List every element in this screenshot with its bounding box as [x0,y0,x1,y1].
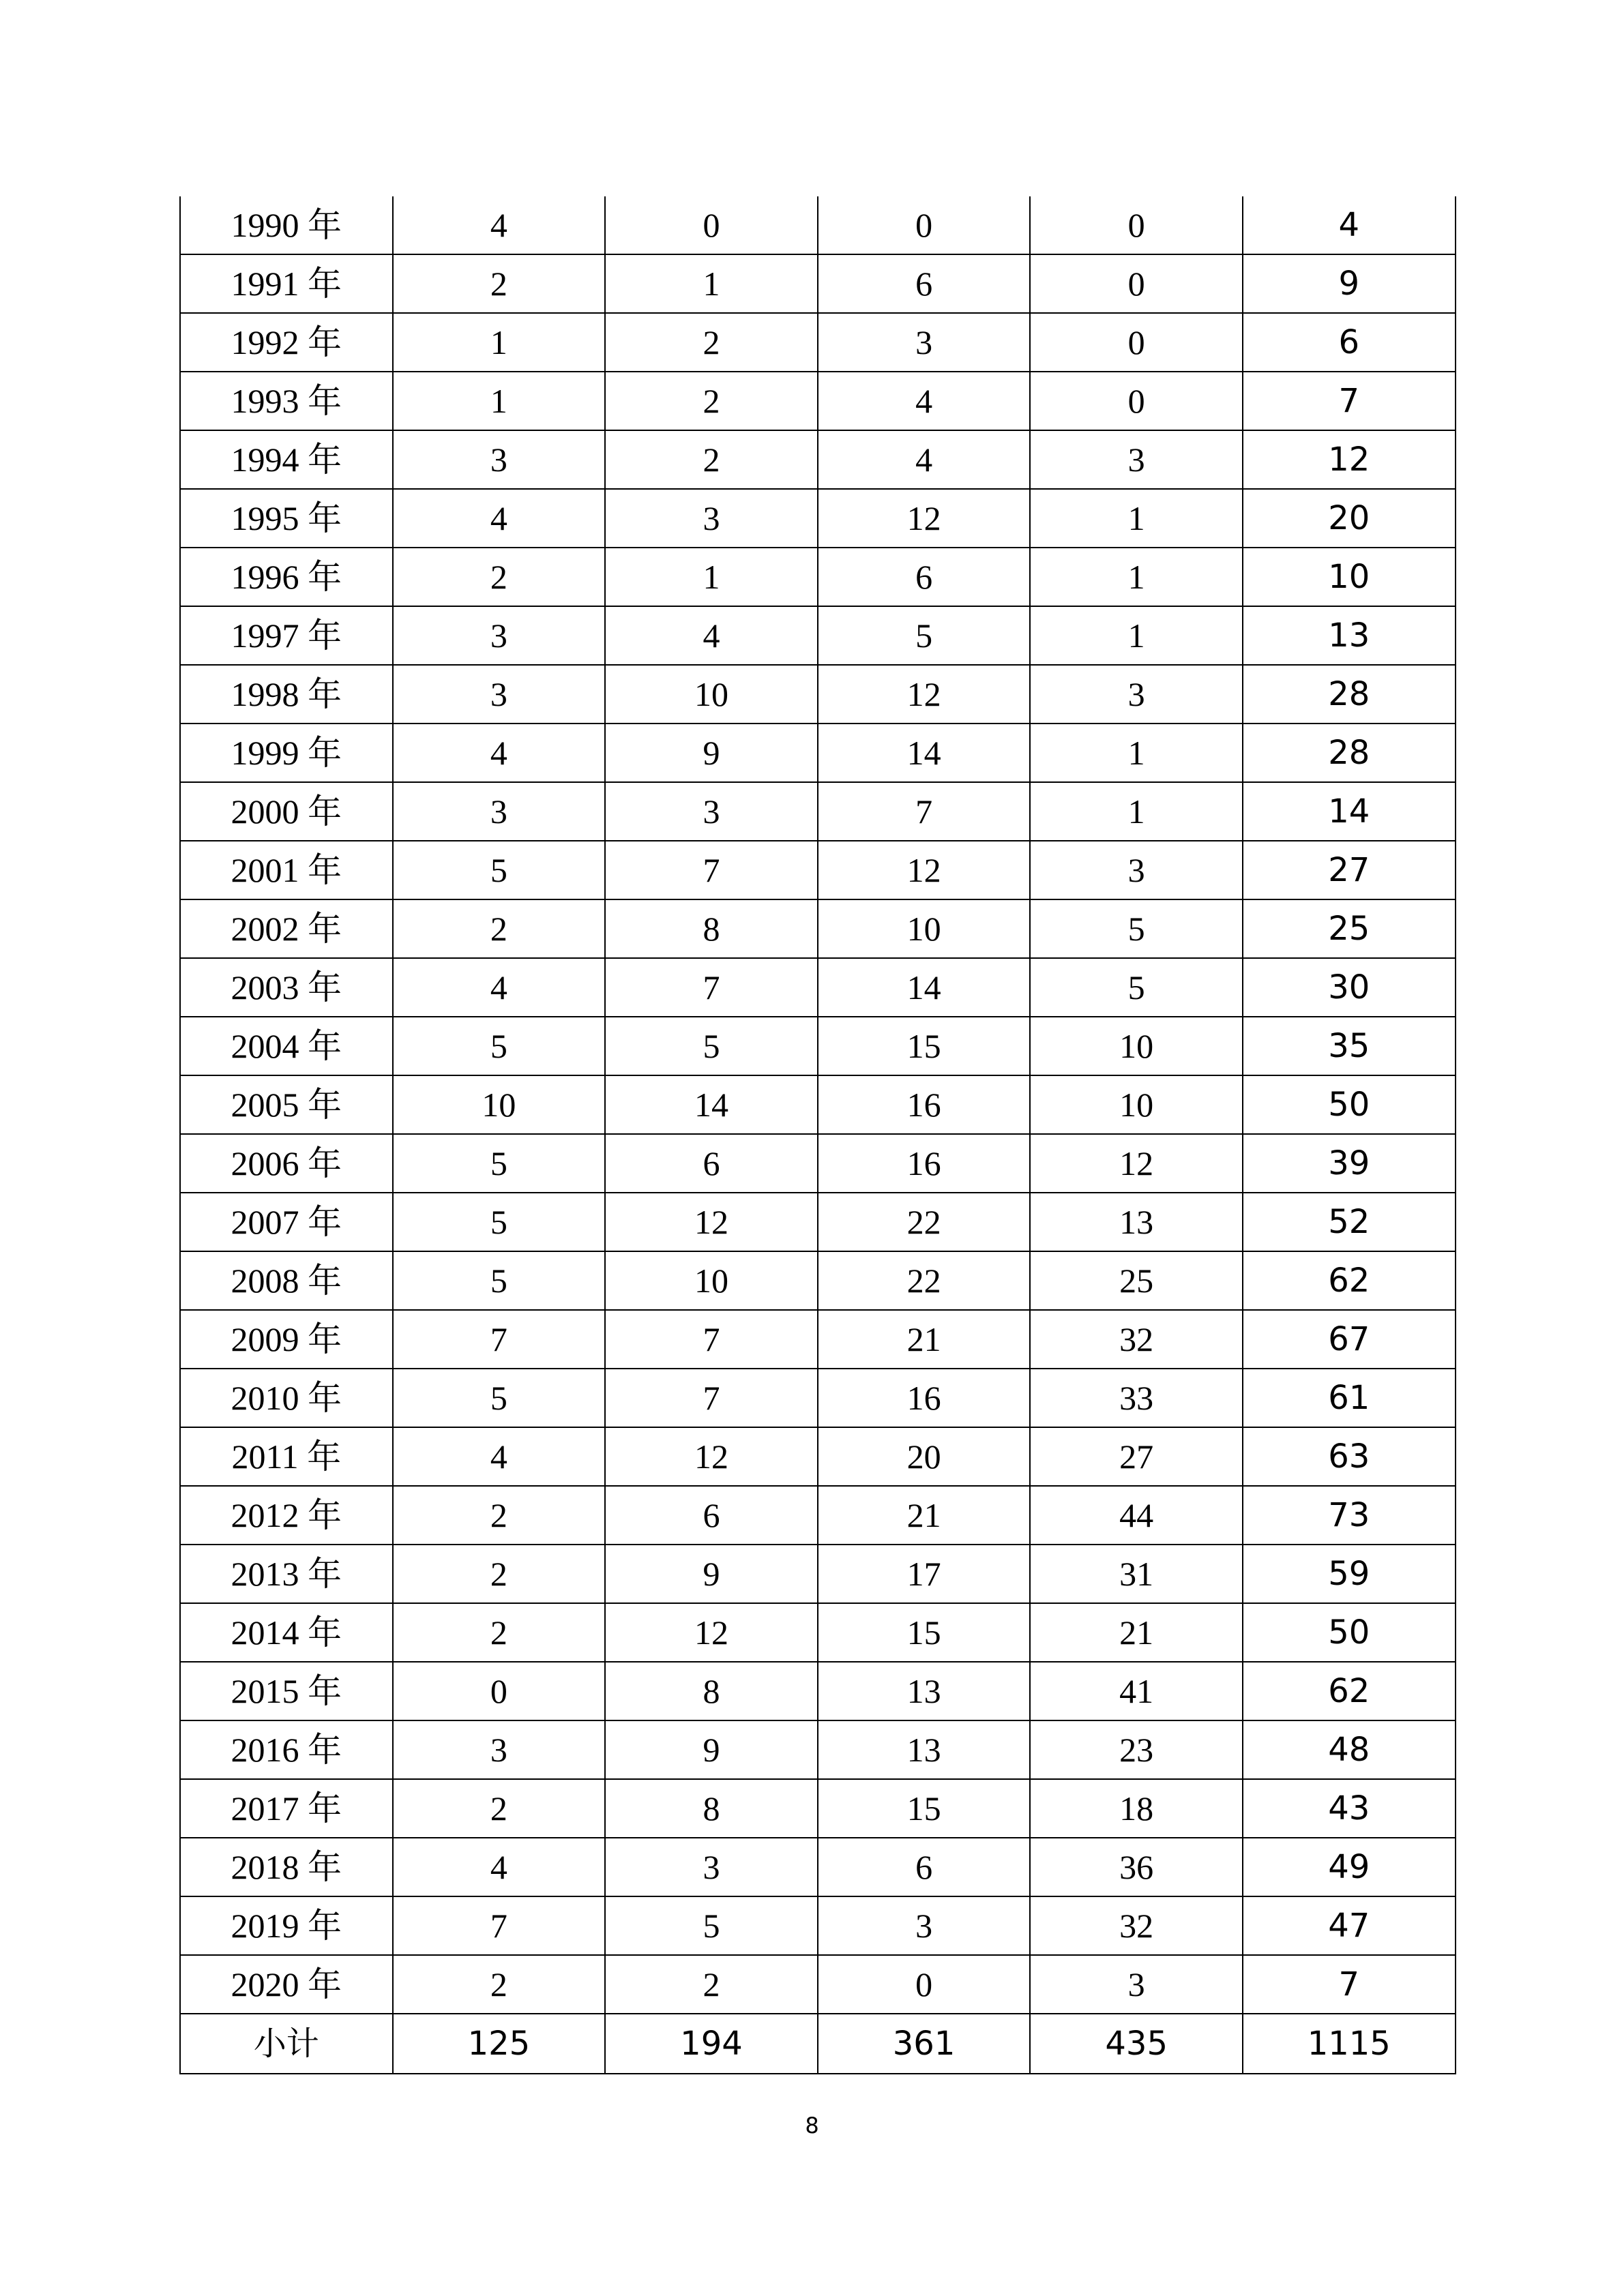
total-cell: 62 [1243,1662,1456,1720]
col3-cell: 20 [818,1427,1031,1486]
col4-cell: 3 [1030,430,1243,489]
col1-cell: 2 [393,1545,606,1603]
col2-cell: 6 [605,1486,818,1545]
col1-cell: 10 [393,1075,606,1134]
col4-cell: 31 [1030,1545,1243,1603]
total-cell: 50 [1243,1603,1456,1662]
year-cell: 2002 年 [180,899,393,958]
col4-cell: 1 [1030,548,1243,606]
total-cell: 20 [1243,489,1456,548]
year-cell: 1994 年 [180,430,393,489]
total-cell: 28 [1243,665,1456,724]
col3-cell: 0 [818,1955,1031,2014]
col4-cell: 3 [1030,665,1243,724]
col1-cell: 7 [393,1896,606,1955]
col1-cell: 2 [393,1486,606,1545]
year-cell: 2005 年 [180,1075,393,1134]
col2-cell: 6 [605,1134,818,1193]
total-cell: 10 [1243,548,1456,606]
table-row [180,1662,1456,1720]
year-cell: 2001 年 [180,841,393,899]
page-number: 8 [805,2113,819,2138]
total-cell: 28 [1243,724,1456,782]
col3-cell: 14 [818,958,1031,1017]
col2-cell: 3 [605,1838,818,1896]
col3-cell: 10 [818,899,1031,958]
col1-cell: 0 [393,1662,606,1720]
total-cell: 52 [1243,1193,1456,1251]
total-cell: 6 [1243,313,1456,372]
col1-cell: 3 [393,782,606,841]
col3-cell: 16 [818,1369,1031,1427]
table-row [180,606,1456,665]
year-cell: 2003 年 [180,958,393,1017]
col4-cell: 1 [1030,724,1243,782]
total-cell: 73 [1243,1486,1456,1545]
year-cell: 2013 年 [180,1545,393,1603]
year-cell: 2006 年 [180,1134,393,1193]
col1-cell: 2 [393,899,606,958]
col1-cell: 3 [393,665,606,724]
col2-cell: 3 [605,489,818,548]
table-row [180,1193,1456,1251]
col4-cell: 0 [1030,313,1243,372]
col1-cell: 5 [393,1193,606,1251]
col3-cell: 12 [818,841,1031,899]
col4-cell: 0 [1030,196,1243,254]
col1-cell: 1 [393,313,606,372]
col2-cell: 12 [605,1427,818,1486]
table-row [180,1075,1456,1134]
total-cell: 49 [1243,1838,1456,1896]
col1-cell: 4 [393,196,606,254]
total-cell: 67 [1243,1310,1456,1369]
total-cell: 13 [1243,606,1456,665]
col3-cell: 0 [818,196,1031,254]
year-cell: 2019 年 [180,1896,393,1955]
col4-cell: 5 [1030,899,1243,958]
col3-cell: 3 [818,1896,1031,1955]
subtotal-label: 小计 [180,2014,393,2074]
col3-cell: 14 [818,724,1031,782]
col3-cell: 7 [818,782,1031,841]
table-row [180,1017,1456,1075]
col1-cell: 2 [393,548,606,606]
total-cell: 9 [1243,254,1456,313]
col2-cell: 8 [605,899,818,958]
table-row [180,1427,1456,1486]
table-row [180,665,1456,724]
col3-cell: 16 [818,1075,1031,1134]
col4-cell: 33 [1030,1369,1243,1427]
col2-cell: 7 [605,1369,818,1427]
col3-cell: 22 [818,1193,1031,1251]
total-cell: 50 [1243,1075,1456,1134]
total-cell: 62 [1243,1251,1456,1310]
year-cell: 2015 年 [180,1662,393,1720]
total-cell: 14 [1243,782,1456,841]
year-cell: 2010 年 [180,1369,393,1427]
table-row [180,1251,1456,1310]
total-cell: 59 [1243,1545,1456,1603]
col1-cell: 3 [393,430,606,489]
col3-cell: 4 [818,372,1031,430]
col3-cell: 6 [818,1838,1031,1896]
col4-cell: 0 [1030,254,1243,313]
year-cell: 2020 年 [180,1955,393,2014]
col2-cell: 2 [605,372,818,430]
col4-cell: 32 [1030,1310,1243,1369]
total-cell: 25 [1243,899,1456,958]
col3-cell: 21 [818,1486,1031,1545]
col4-cell: 27 [1030,1427,1243,1486]
year-cell: 2000 年 [180,782,393,841]
col1-cell: 2 [393,1779,606,1838]
year-cell: 1999 年 [180,724,393,782]
col1-cell: 5 [393,1251,606,1310]
table-row [180,1369,1456,1427]
table-row [180,782,1456,841]
total-cell: 7 [1243,1955,1456,2014]
col4-cell: 13 [1030,1193,1243,1251]
table-row [180,1720,1456,1779]
col4-cell: 1 [1030,782,1243,841]
year-cell: 2014 年 [180,1603,393,1662]
year-cell: 2004 年 [180,1017,393,1075]
col1-cell: 5 [393,1017,606,1075]
col3-cell: 17 [818,1545,1031,1603]
col4-cell: 23 [1030,1720,1243,1779]
total-cell: 35 [1243,1017,1456,1075]
col2-cell: 1 [605,254,818,313]
table-row [180,1134,1456,1193]
year-cell: 2017 年 [180,1779,393,1838]
year-cell: 2012 年 [180,1486,393,1545]
year-cell: 1995 年 [180,489,393,548]
col1-cell: 4 [393,958,606,1017]
col3-cell: 12 [818,489,1031,548]
year-cell: 1998 年 [180,665,393,724]
col4-cell: 5 [1030,958,1243,1017]
col4-cell: 0 [1030,372,1243,430]
table-body [180,196,1456,2074]
table-row [180,372,1456,430]
subtotal-row [180,2014,1456,2074]
col4-cell: 3 [1030,1955,1243,2014]
col2-cell: 7 [605,841,818,899]
total-cell: 63 [1243,1427,1456,1486]
col4-cell: 32 [1030,1896,1243,1955]
year-cell: 1997 年 [180,606,393,665]
col1-cell: 7 [393,1310,606,1369]
total-cell: 27 [1243,841,1456,899]
col4-cell: 25 [1030,1251,1243,1310]
table-row [180,1838,1456,1896]
total-cell: 39 [1243,1134,1456,1193]
col1-cell: 4 [393,1427,606,1486]
table-row [180,489,1456,548]
col2-cell: 10 [605,665,818,724]
col3-cell: 5 [818,606,1031,665]
table-row [180,899,1456,958]
col1-cell: 3 [393,606,606,665]
table-row [180,430,1456,489]
col1-cell: 1 [393,372,606,430]
col2-cell: 7 [605,1310,818,1369]
subtotal-c4: 435 [1030,2014,1243,2074]
col2-cell: 8 [605,1662,818,1720]
col2-cell: 2 [605,1955,818,2014]
total-cell: 48 [1243,1720,1456,1779]
total-cell: 7 [1243,372,1456,430]
total-cell: 12 [1243,430,1456,489]
col3-cell: 4 [818,430,1031,489]
subtotal-total: 1115 [1243,2014,1456,2074]
table-row [180,1896,1456,1955]
table-row [180,313,1456,372]
col2-cell: 7 [605,958,818,1017]
col2-cell: 2 [605,430,818,489]
col3-cell: 13 [818,1720,1031,1779]
year-cell: 1991 年 [180,254,393,313]
col1-cell: 4 [393,1838,606,1896]
subtotal-c3: 361 [818,2014,1031,2074]
col1-cell: 5 [393,1369,606,1427]
col3-cell: 21 [818,1310,1031,1369]
table-row [180,196,1456,254]
year-cell: 2008 年 [180,1251,393,1310]
col3-cell: 13 [818,1662,1031,1720]
col2-cell: 14 [605,1075,818,1134]
col2-cell: 10 [605,1251,818,1310]
total-cell: 30 [1243,958,1456,1017]
col4-cell: 10 [1030,1017,1243,1075]
col1-cell: 2 [393,1603,606,1662]
col2-cell: 9 [605,1545,818,1603]
data-table [179,196,1456,2074]
total-cell: 61 [1243,1369,1456,1427]
col2-cell: 2 [605,313,818,372]
col4-cell: 3 [1030,841,1243,899]
col2-cell: 12 [605,1603,818,1662]
table-row [180,254,1456,313]
col2-cell: 9 [605,724,818,782]
col3-cell: 12 [818,665,1031,724]
col2-cell: 9 [605,1720,818,1779]
col4-cell: 36 [1030,1838,1243,1896]
year-cell: 2018 年 [180,1838,393,1896]
table-row [180,724,1456,782]
col4-cell: 10 [1030,1075,1243,1134]
col1-cell: 5 [393,1134,606,1193]
year-cell: 2016 年 [180,1720,393,1779]
year-cell: 2011 年 [180,1427,393,1486]
col1-cell: 3 [393,1720,606,1779]
col1-cell: 2 [393,1955,606,2014]
table-row [180,1955,1456,2014]
table-row [180,958,1456,1017]
col4-cell: 21 [1030,1603,1243,1662]
col2-cell: 8 [605,1779,818,1838]
col3-cell: 3 [818,313,1031,372]
table-row [180,548,1456,606]
total-cell: 4 [1243,196,1456,254]
table-row [180,1603,1456,1662]
col2-cell: 5 [605,1017,818,1075]
table-row [180,1545,1456,1603]
table-row [180,1779,1456,1838]
col2-cell: 5 [605,1896,818,1955]
col4-cell: 41 [1030,1662,1243,1720]
year-cell: 2009 年 [180,1310,393,1369]
year-cell: 1993 年 [180,372,393,430]
col2-cell: 1 [605,548,818,606]
col4-cell: 12 [1030,1134,1243,1193]
col3-cell: 16 [818,1134,1031,1193]
col4-cell: 18 [1030,1779,1243,1838]
col3-cell: 15 [818,1779,1031,1838]
table-row [180,1486,1456,1545]
col2-cell: 0 [605,196,818,254]
year-cell: 1992 年 [180,313,393,372]
col3-cell: 15 [818,1603,1031,1662]
total-cell: 43 [1243,1779,1456,1838]
subtotal-c2: 194 [605,2014,818,2074]
col4-cell: 44 [1030,1486,1243,1545]
col1-cell: 5 [393,841,606,899]
table-row [180,1310,1456,1369]
year-cell: 1996 年 [180,548,393,606]
col2-cell: 12 [605,1193,818,1251]
subtotal-c1: 125 [393,2014,606,2074]
table-row [180,841,1456,899]
col4-cell: 1 [1030,489,1243,548]
col3-cell: 6 [818,548,1031,606]
year-cell: 1990 年 [180,196,393,254]
total-cell: 47 [1243,1896,1456,1955]
col3-cell: 22 [818,1251,1031,1310]
col1-cell: 4 [393,489,606,548]
col1-cell: 2 [393,254,606,313]
col2-cell: 3 [605,782,818,841]
col3-cell: 15 [818,1017,1031,1075]
year-cell: 2007 年 [180,1193,393,1251]
col2-cell: 4 [605,606,818,665]
col4-cell: 1 [1030,606,1243,665]
col3-cell: 6 [818,254,1031,313]
col1-cell: 4 [393,724,606,782]
